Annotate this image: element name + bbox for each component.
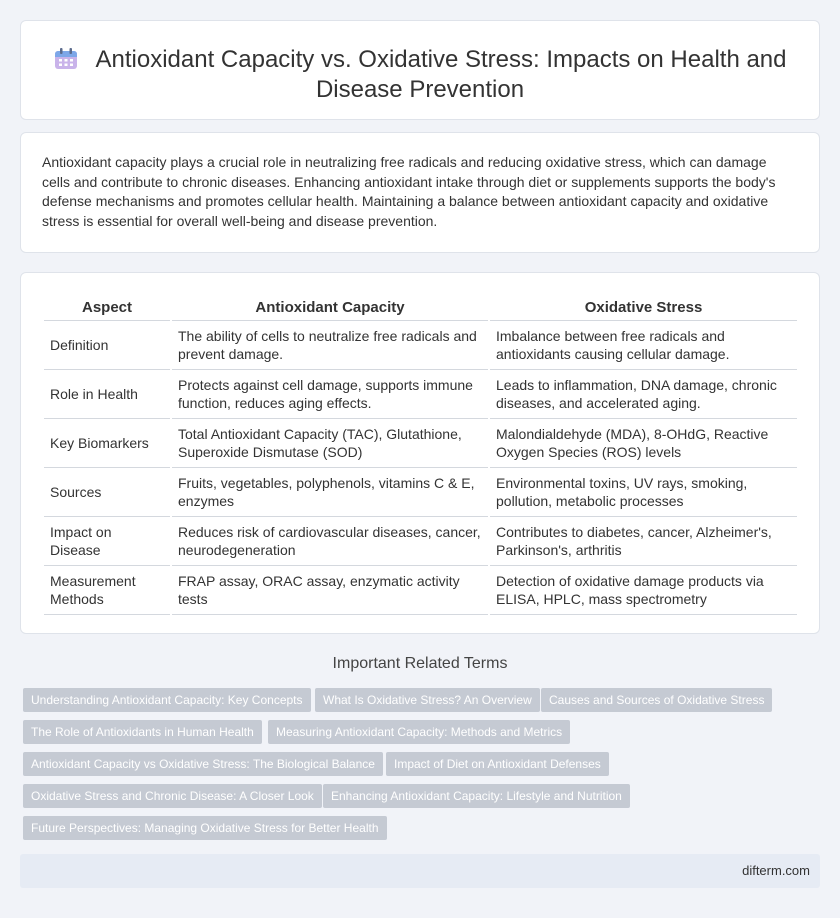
table-row (44, 566, 797, 615)
table-header-row (44, 295, 797, 321)
header-card (20, 20, 820, 120)
table-row (44, 370, 797, 419)
header-oxidative-stress: Oxidative Stress (490, 295, 797, 321)
table-row (44, 419, 797, 468)
intro-paragraph: Antioxidant capacity plays a crucial role in neutralizing free radicals and reducing oxidative stress, which can damage cells and contribute to chronic diseases. Enhancing antioxidant intake through diet or supplements supports the body's defense mechanisms and promotes cellular health. Maintaining a balance between antioxidant capacity and oxidative stress is essential for overall well-being and disease prevention. (42, 154, 776, 229)
table-row (44, 468, 797, 517)
row-aspect: Measurement Methods (44, 566, 170, 615)
header-aspect: Aspect (44, 295, 170, 321)
row-aspect: Key Biomarkers (44, 419, 170, 468)
row-antioxidant: Fruits, vegetables, polyphenols, vitamins C & E, enzymes (172, 468, 488, 517)
related-term-tag[interactable]: Future Perspectives: Managing Oxidative Stress for Better Health (23, 816, 387, 840)
related-term-tag[interactable]: Understanding Antioxidant Capacity: Key Concepts (23, 688, 311, 712)
footer-site-link[interactable]: difterm.com (742, 863, 810, 878)
row-antioxidant: The ability of cells to neutralize free radicals and prevent damage. (172, 321, 488, 370)
related-term-tag[interactable]: What Is Oxidative Stress? An Overview (315, 688, 540, 712)
related-term-tag[interactable]: Impact of Diet on Antioxidant Defenses (386, 752, 609, 776)
row-antioxidant: FRAP assay, ORAC assay, enzymatic activity tests (172, 566, 488, 615)
row-aspect: Definition (44, 321, 170, 370)
row-antioxidant: Total Antioxidant Capacity (TAC), Glutathione, Superoxide Dismutase (SOD) (172, 419, 488, 468)
row-oxidative: Leads to inflammation, DNA damage, chronic diseases, and accelerated aging. (490, 370, 797, 419)
related-term-tag[interactable]: Antioxidant Capacity vs Oxidative Stress: The Biological Balance (23, 752, 383, 776)
footer (20, 854, 820, 888)
row-aspect: Sources (44, 468, 170, 517)
calendar-icon (54, 48, 78, 70)
related-term-tag[interactable]: Enhancing Antioxidant Capacity: Lifestyle and Nutrition (323, 784, 630, 808)
comparison-table-card (20, 272, 820, 634)
row-oxidative: Malondialdehyde (MDA), 8-OHdG, Reactive Oxygen Species (ROS) levels (490, 419, 797, 468)
table-row (44, 517, 797, 566)
page-title: Antioxidant Capacity vs. Oxidative Stress: Impacts on Health and Disease Prevention (95, 46, 787, 103)
table-row (44, 321, 797, 370)
row-oxidative: Imbalance between free radicals and antioxidants causing cellular damage. (490, 321, 797, 370)
related-term-tag[interactable]: Oxidative Stress and Chronic Disease: A Closer Look (23, 784, 322, 808)
comparison-table (42, 295, 799, 615)
page-title-wrap (51, 45, 789, 105)
intro-card (20, 132, 820, 253)
row-antioxidant: Protects against cell damage, supports immune function, reduces aging effects. (172, 370, 488, 419)
row-aspect: Role in Health (44, 370, 170, 419)
related-term-tag[interactable]: Causes and Sources of Oxidative Stress (541, 688, 772, 712)
related-terms-title: Important Related Terms (332, 655, 508, 672)
row-antioxidant: Reduces risk of cardiovascular diseases, cancer, neurodegeneration (172, 517, 488, 566)
row-oxidative: Environmental toxins, UV rays, smoking, pollution, metabolic processes (490, 468, 797, 517)
related-term-tag[interactable]: The Role of Antioxidants in Human Health (23, 720, 262, 744)
row-aspect: Impact on Disease (44, 517, 170, 566)
related-term-tag[interactable]: Measuring Antioxidant Capacity: Methods and Metrics (268, 720, 570, 744)
row-oxidative: Detection of oxidative damage products via ELISA, HPLC, mass spectrometry (490, 566, 797, 615)
header-antioxidant-capacity: Antioxidant Capacity (172, 295, 488, 321)
row-oxidative: Contributes to diabetes, cancer, Alzheimer's, Parkinson's, arthritis (490, 517, 797, 566)
